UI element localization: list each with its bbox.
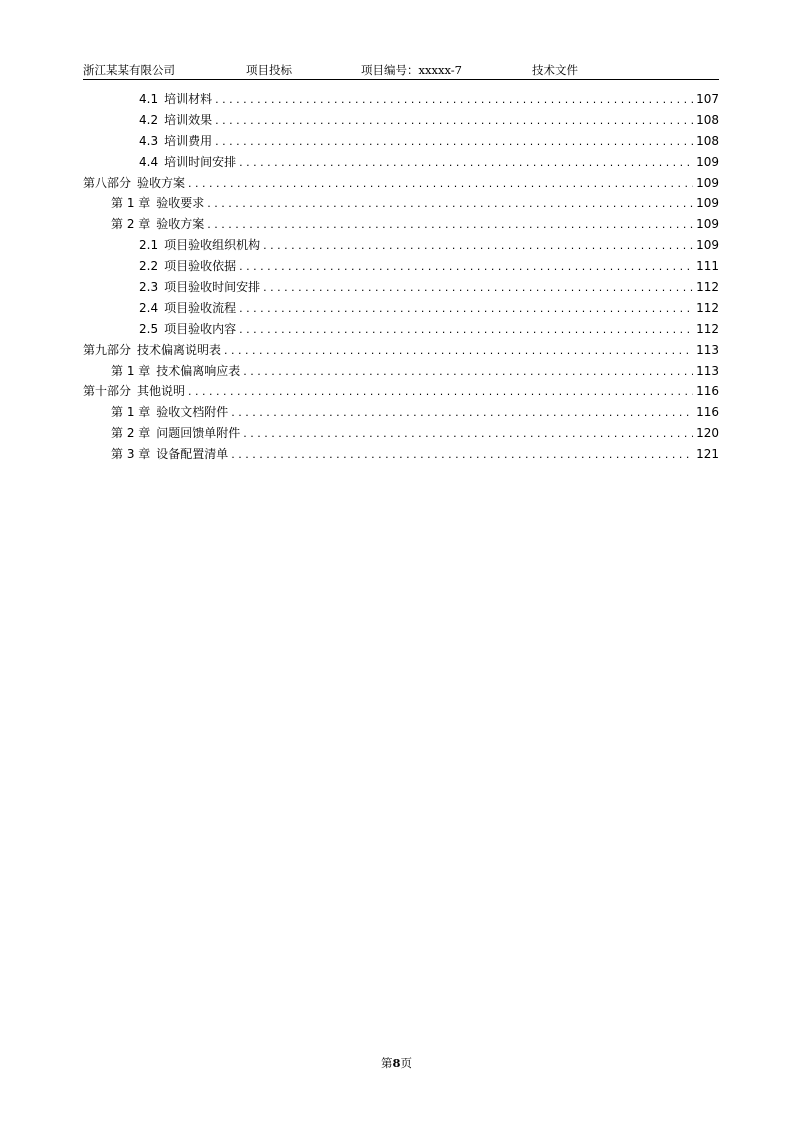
toc-entry-page: 116 bbox=[696, 384, 719, 399]
toc-dot-leader bbox=[231, 403, 693, 424]
toc-entry-page: 108 bbox=[696, 112, 719, 127]
toc-entry[interactable] bbox=[83, 256, 719, 277]
toc-entry-title: 验收方案 bbox=[156, 217, 205, 232]
toc-entry-title: 设备配置清单 bbox=[156, 447, 229, 462]
toc-entry-title: 培训效果 bbox=[164, 112, 213, 127]
toc-entry-number: 第 1 章 bbox=[111, 405, 151, 420]
toc-entry[interactable] bbox=[83, 214, 719, 235]
toc-entry-number: 4.1 bbox=[139, 92, 159, 106]
toc-entry-page: 109 bbox=[696, 238, 719, 253]
toc-entry-title: 培训时间安排 bbox=[164, 154, 237, 169]
toc-entry-title: 项目验收内容 bbox=[164, 321, 237, 336]
table-of-contents bbox=[83, 89, 719, 465]
toc-dot-leader bbox=[239, 299, 693, 320]
toc-dot-leader bbox=[239, 257, 693, 278]
header-company: 浙江某某有限公司 bbox=[83, 63, 175, 77]
toc-entry-number: 第八部分 bbox=[83, 175, 132, 190]
toc-entry[interactable] bbox=[83, 235, 719, 256]
footer-prefix: 第 bbox=[380, 1056, 393, 1070]
toc-entry[interactable] bbox=[83, 152, 719, 173]
toc-entry-number: 2.5 bbox=[139, 321, 159, 336]
toc-entry-number: 第 1 章 bbox=[111, 363, 151, 378]
toc-entry-number: 第十部分 bbox=[83, 384, 132, 399]
toc-entry-title: 培训费用 bbox=[164, 133, 213, 148]
toc-dot-leader bbox=[215, 111, 693, 132]
footer-page-number: 8 bbox=[392, 1056, 401, 1070]
toc-dot-leader bbox=[207, 215, 693, 236]
toc-entry[interactable] bbox=[83, 444, 719, 465]
toc-entry-title: 其他说明 bbox=[137, 384, 186, 399]
toc-entry-page: 112 bbox=[696, 321, 719, 336]
toc-entry-number: 2.3 bbox=[139, 280, 159, 295]
toc-entry-number: 4.4 bbox=[139, 154, 159, 169]
toc-dot-leader bbox=[207, 194, 693, 215]
toc-entry[interactable] bbox=[83, 381, 719, 402]
toc-entry-page: 109 bbox=[696, 196, 719, 211]
toc-entry-page: 113 bbox=[696, 342, 719, 357]
toc-entry-page: 107 bbox=[696, 92, 719, 106]
toc-entry-number: 4.2 bbox=[139, 112, 159, 127]
toc-entry[interactable] bbox=[83, 89, 719, 110]
toc-dot-leader bbox=[239, 153, 693, 174]
toc-dot-leader bbox=[243, 362, 693, 383]
toc-entry-number: 第 2 章 bbox=[111, 426, 151, 441]
toc-dot-leader bbox=[239, 320, 693, 341]
toc-entry-page: 112 bbox=[696, 300, 719, 315]
toc-entry-page: 109 bbox=[696, 154, 719, 169]
header-project: 项目投标 bbox=[246, 63, 292, 77]
toc-entry[interactable] bbox=[83, 277, 719, 298]
toc-entry-page: 112 bbox=[696, 280, 719, 295]
toc-entry-number: 2.1 bbox=[139, 238, 159, 253]
toc-dot-leader bbox=[231, 445, 693, 466]
toc-entry-page: 120 bbox=[696, 426, 719, 441]
toc-entry-page: 111 bbox=[696, 259, 719, 274]
toc-entry-title: 问题回馈单附件 bbox=[156, 426, 241, 441]
toc-entry-page: 116 bbox=[696, 405, 719, 420]
toc-entry-page: 113 bbox=[696, 363, 719, 378]
toc-entry-number: 第 2 章 bbox=[111, 217, 151, 232]
toc-entry-number: 第 3 章 bbox=[111, 447, 151, 462]
toc-dot-leader bbox=[224, 341, 693, 362]
header-doc-type: 技术文件 bbox=[532, 63, 578, 77]
toc-entry-number: 第九部分 bbox=[83, 342, 132, 357]
toc-dot-leader bbox=[263, 278, 693, 299]
toc-entry-title: 培训材料 bbox=[164, 92, 213, 106]
toc-entry-title: 项目验收流程 bbox=[164, 300, 237, 315]
toc-entry[interactable] bbox=[83, 110, 719, 131]
toc-entry[interactable] bbox=[83, 340, 719, 361]
toc-entry-page: 109 bbox=[696, 217, 719, 232]
toc-dot-leader bbox=[215, 90, 693, 111]
toc-entry[interactable] bbox=[83, 423, 719, 444]
toc-entry-page: 109 bbox=[696, 175, 719, 190]
toc-entry[interactable] bbox=[83, 361, 719, 382]
toc-entry[interactable] bbox=[83, 131, 719, 152]
toc-entry-title: 验收文档附件 bbox=[156, 405, 229, 420]
toc-entry[interactable] bbox=[83, 402, 719, 423]
toc-entry[interactable] bbox=[83, 298, 719, 319]
toc-dot-leader bbox=[188, 382, 693, 403]
page-header bbox=[83, 63, 719, 80]
toc-dot-leader bbox=[188, 174, 693, 195]
toc-dot-leader bbox=[243, 424, 693, 445]
toc-entry-page: 108 bbox=[696, 133, 719, 148]
header-project-number: 项目编号：xxxxx-7 bbox=[361, 63, 462, 77]
toc-entry-title: 项目验收组织机构 bbox=[164, 238, 261, 253]
toc-entry-title: 验收要求 bbox=[156, 196, 205, 211]
toc-entry-page: 121 bbox=[696, 447, 719, 462]
page-footer bbox=[0, 1055, 793, 1071]
footer-suffix: 页 bbox=[400, 1056, 412, 1070]
toc-dot-leader bbox=[263, 236, 693, 257]
toc-dot-leader bbox=[215, 132, 693, 153]
toc-entry-title: 项目验收依据 bbox=[164, 259, 237, 274]
toc-entry-title: 项目验收时间安排 bbox=[164, 280, 261, 295]
toc-entry-title: 技术偏离响应表 bbox=[156, 363, 241, 378]
toc-entry[interactable] bbox=[83, 319, 719, 340]
toc-entry[interactable] bbox=[83, 173, 719, 194]
toc-entry-number: 2.2 bbox=[139, 259, 159, 274]
toc-entry-number: 第 1 章 bbox=[111, 196, 151, 211]
toc-entry-title: 验收方案 bbox=[137, 175, 186, 190]
toc-entry-number: 4.3 bbox=[139, 133, 159, 148]
toc-entry-title: 技术偏离说明表 bbox=[137, 342, 222, 357]
toc-entry-number: 2.4 bbox=[139, 300, 159, 315]
toc-entry[interactable] bbox=[83, 193, 719, 214]
